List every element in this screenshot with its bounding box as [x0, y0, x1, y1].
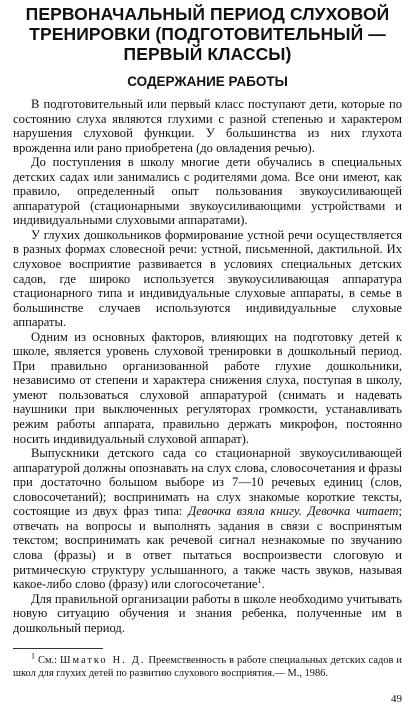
footnote-text: Преемственность в работе специальных детских садов и школ для глухих детей по развитию слухового восприятия.— М., 1986. — [13, 655, 402, 679]
paragraph-3: У глухих дошкольников формирование устной речи осуществляется в разных формах словесной речи: устной, письменной, дактильной. Их слуховое восприятие развивается в условиях специальных детских садов, где широко используется звукоусиливающая аппаратура стационарного типа и индивидуальные слуховые аппараты, в семье в большинстве случаев используются индивидуальные слуховые аппараты. — [13, 227, 402, 330]
paragraph-6: Для правильной организации работы в школе необходимо учитывать новую ситуацию обучения и знания ребенка, полученные им в дошкольный период. — [13, 591, 402, 635]
chapter-title: ПЕРВОНАЧАЛЬНЫЙ ПЕРИОД СЛУХОВОЙ ТРЕНИРОВКИ (ПОДГОТОВИТЕЛЬНЫЙ — ПЕРВЫЙ КЛАССЫ) — [25, 4, 390, 64]
footnote-reference[interactable]: 1 — [257, 575, 262, 585]
footnote — [13, 651, 402, 680]
paragraph-1: В подготовительный или первый класс поступают дети, которые по состоянию слуха являются глухими с разной степенью и характером нарушения слуховой функции. У большинства из них глухота врожденна или рано приобретена (до овладения речью). — [13, 97, 402, 155]
section-title: СОДЕРЖАНИЕ РАБОТЫ — [127, 74, 288, 89]
footnote-prefix: См.: — [38, 655, 61, 666]
paragraph-2: До поступления в школу многие дети обучались в специальных детских садах или занимались с родителями дома. Все они имеют, как правило, определенный опыт пользования звукоусиливающей аппаратурой (стационарными звукоусиливающими устройствами и индивидуальными слуховыми аппаратами). — [13, 155, 402, 228]
example-phrase-2: Девочка читает — [307, 504, 399, 519]
example-phrase-1: Девочка взяла книгу. — [188, 504, 302, 519]
paragraph-4: Одним из основных факторов, влияющих на подготовку детей к школе, является уровень слуховой тренировки в дошкольный период. При правильно организованной работе глухие дошкольники, независимо от степени и характера снижения слуха, поступая в школу, умеют пользоваться слуховой аппаратурой (снимать и надевать наушники при выключенных регуляторах громкости, устанавливать режим работы аппарата, правильно держать микрофон, постоянно носить индивидуальный слуховой аппарат). — [13, 329, 402, 446]
footnote-divider — [13, 648, 103, 649]
page-number: 49 — [391, 693, 402, 705]
paragraph-5-end: . — [261, 577, 265, 592]
paragraph-5 — [13, 446, 402, 591]
footnote-mark: 1 — [31, 651, 35, 661]
footnote-author: Шматко Н. Д. — [60, 655, 146, 666]
paragraph-5-text: Выпускники детского сада со стационарной звукоусиливающей аппаратурой должны опознавать на слух слова, словосочетания и фразы при достаточно большом выборе из 7—10 речевых единиц (слов, словосочетаний); воспринимать на слух знакомые короткие тексты, состоящие из двух фраз типа: — [13, 446, 402, 519]
paragraph-5-continuation: ; отвечать на вопросы и выполнять задания в связи с воспринятым текстом; воспринимать как речевой сигнал незнакомые по звучанию слова (фразы) и в ответ пытаться воспроизвести слоговую и ритмическую структуру услышанного, а также часть звуков, называя какое-либо слово (фразу) или слогосочетание — [13, 504, 402, 592]
